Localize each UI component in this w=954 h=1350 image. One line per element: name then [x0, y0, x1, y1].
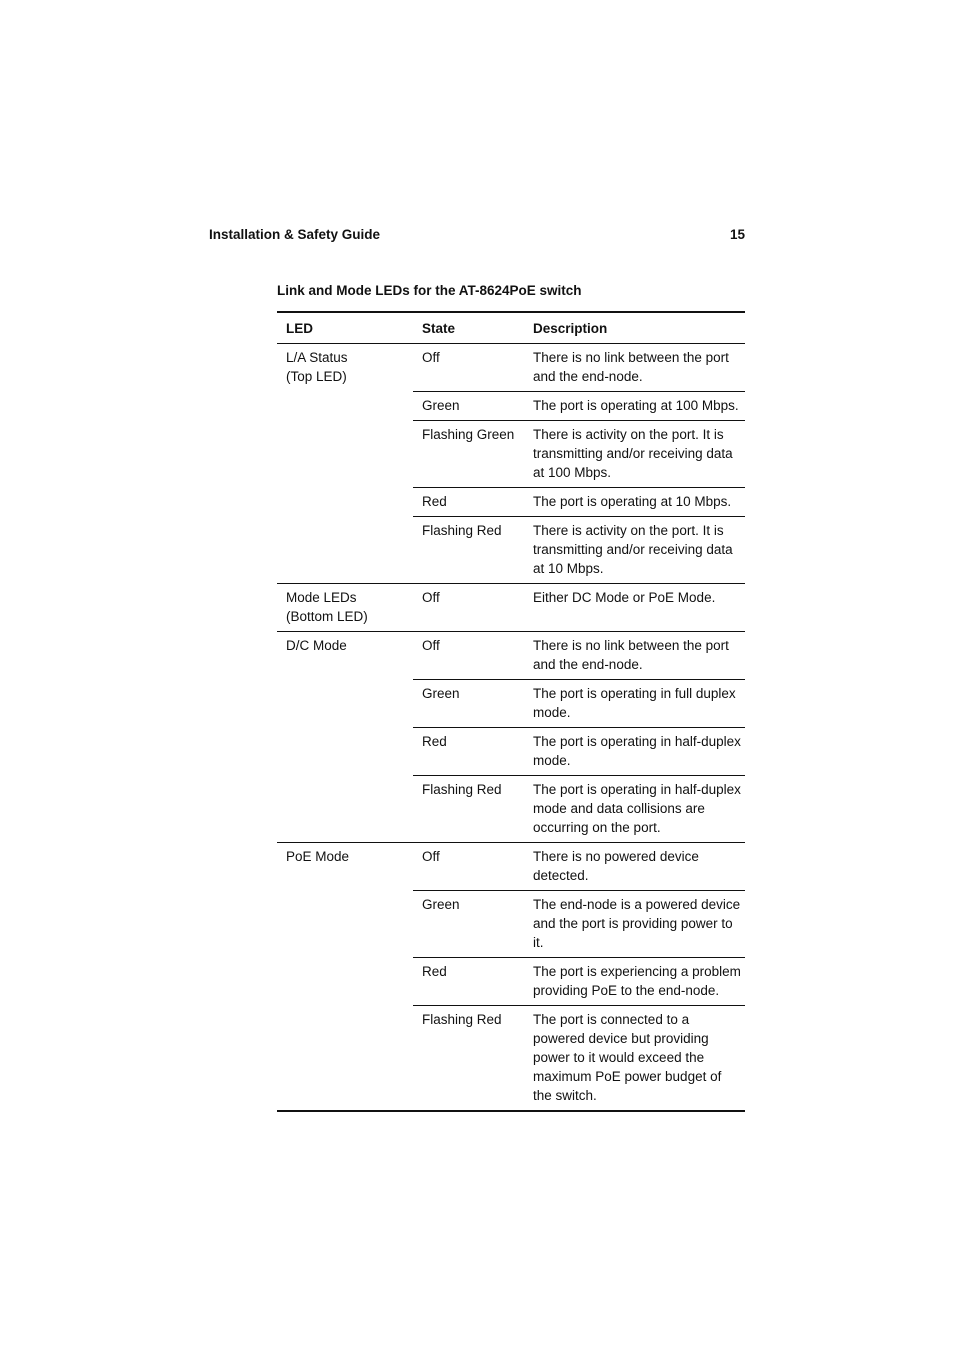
cell-description: The port is operating at 10 Mbps. — [524, 488, 745, 517]
cell-led — [277, 728, 413, 776]
cell-state: Off — [413, 843, 524, 891]
cell-led — [277, 776, 413, 843]
page-number: 15 — [729, 227, 745, 242]
cell-state: Green — [413, 680, 524, 728]
table-row — [277, 344, 745, 392]
led-name-line: L/A Status — [286, 350, 348, 365]
cell-led — [277, 517, 413, 584]
cell-description: There is activity on the port. It is transmitting and/or receiving data at 10 Mbps. — [524, 517, 745, 584]
cell-description: The port is operating in half-duplex mode. — [524, 728, 745, 776]
table-row — [277, 891, 745, 958]
table-row — [277, 517, 745, 584]
table-row — [277, 843, 745, 891]
table-row — [277, 392, 745, 421]
table-caption: Link and Mode LEDs for the AT-8624PoE switch — [277, 283, 582, 298]
cell-description: The port is operating at 100 Mbps. — [524, 392, 745, 421]
cell-state: Off — [413, 632, 524, 680]
led-name-line: (Bottom LED) — [286, 609, 368, 624]
cell-state: Green — [413, 392, 524, 421]
cell-description: There is no link between the port and the end-node. — [524, 632, 745, 680]
cell-description: The port is connected to a powered device but providing power to it would exceed the maximum PoE power budget of the switch. — [524, 1006, 745, 1112]
column-header-description: Description — [524, 312, 745, 344]
cell-led — [277, 421, 413, 488]
table-row — [277, 421, 745, 488]
cell-led — [277, 891, 413, 958]
table-row — [277, 958, 745, 1006]
cell-led — [277, 843, 413, 891]
table-header-row — [277, 312, 745, 344]
table-row — [277, 776, 745, 843]
cell-description: The port is operating in full duplex mode. — [524, 680, 745, 728]
page-header — [209, 227, 745, 242]
table-row — [277, 632, 745, 680]
cell-description: Either DC Mode or PoE Mode. — [524, 584, 745, 632]
cell-state: Flashing Red — [413, 517, 524, 584]
led-name-line: Mode LEDs — [286, 590, 357, 605]
table-body — [277, 344, 745, 1112]
cell-description: The port is experiencing a problem providing PoE to the end-node. — [524, 958, 745, 1006]
cell-state: Flashing Red — [413, 1006, 524, 1112]
cell-led — [277, 680, 413, 728]
cell-state: Red — [413, 958, 524, 1006]
cell-description: There is no powered device detected. — [524, 843, 745, 891]
cell-state: Red — [413, 488, 524, 517]
cell-led — [277, 584, 413, 632]
led-name-line: PoE Mode — [286, 849, 350, 864]
cell-description: There is no link between the port and the end-node. — [533, 350, 729, 384]
cell-led — [277, 488, 413, 517]
column-header-led: LED — [277, 312, 413, 344]
cell-state: Green — [413, 891, 524, 958]
cell-led — [277, 958, 413, 1006]
cell-led — [277, 392, 413, 421]
table-row — [277, 1006, 745, 1112]
cell-led — [277, 1006, 413, 1112]
cell-description: There is activity on the port. It is transmitting and/or receiving data at 100 Mbps. — [524, 421, 745, 488]
cell-description: The end-node is a powered device and the port is providing power to it. — [524, 891, 745, 958]
table-row — [277, 488, 745, 517]
cell-led — [277, 632, 413, 680]
document-title: Installation & Safety Guide — [209, 227, 381, 242]
table-row — [277, 680, 745, 728]
column-header-state: State — [413, 312, 524, 344]
led-name-line: (Top LED) — [286, 369, 347, 384]
cell-led — [277, 344, 413, 392]
led-name-line: D/C Mode — [286, 638, 347, 653]
cell-state: Off — [413, 584, 524, 632]
led-table — [277, 311, 745, 1112]
table-row — [277, 584, 745, 632]
cell-state: Flashing Green — [413, 421, 524, 488]
cell-description: The port is operating in half-duplex mode and data collisions are occurring on the port. — [524, 776, 745, 843]
table-row — [277, 728, 745, 776]
cell-state: Flashing Red — [413, 776, 524, 843]
cell-state: Off — [422, 350, 440, 365]
cell-state: Red — [413, 728, 524, 776]
